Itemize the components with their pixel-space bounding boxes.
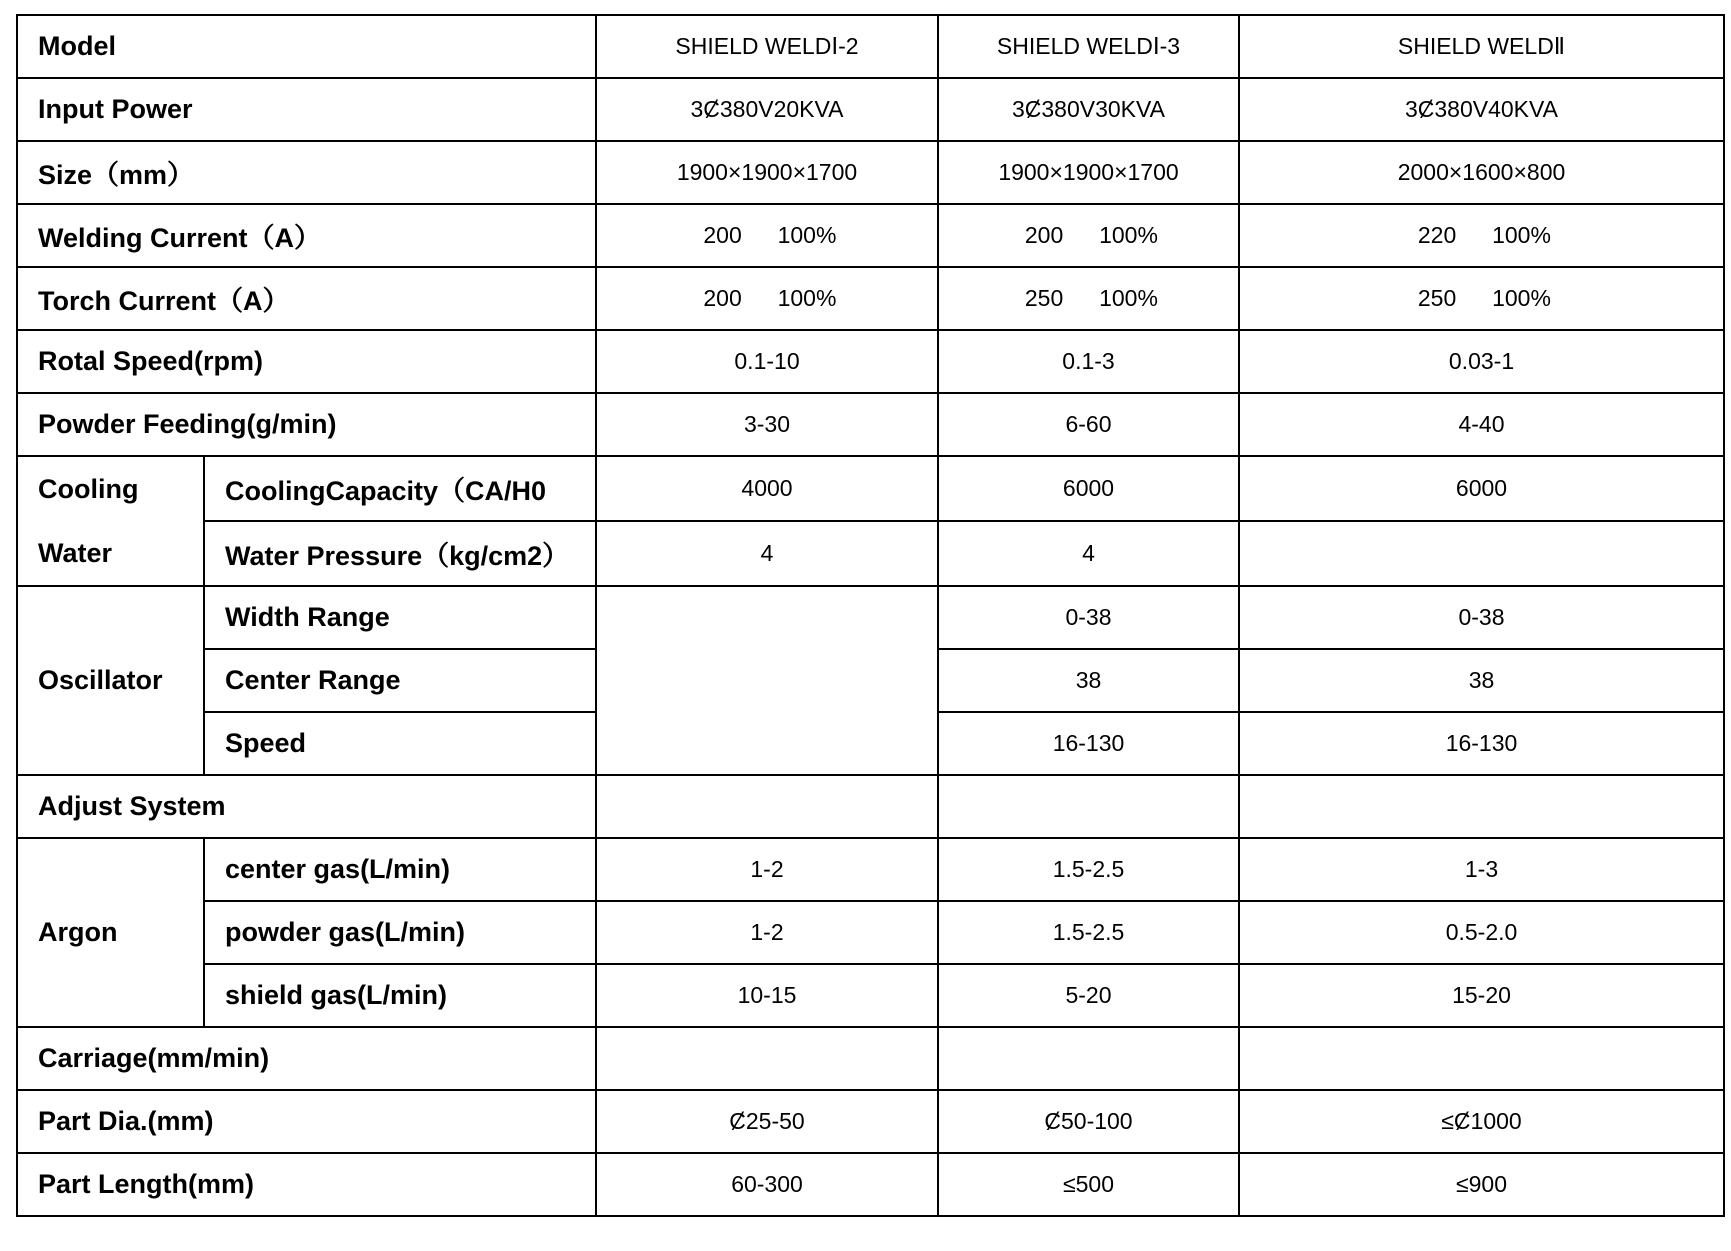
center-range-value-2: 38 <box>938 649 1239 712</box>
table-row-center-gas <box>17 838 1724 901</box>
water-pressure-value-1: 4 <box>596 521 938 586</box>
adjust-system-value-2 <box>938 775 1239 838</box>
oscillator-value-1 <box>596 586 938 775</box>
torch-current-amps-1: 200 <box>703 285 742 311</box>
row-label-center-range: Center Range <box>204 649 596 712</box>
table-row-powder-gas <box>17 901 1724 964</box>
size-value-2: 1900×1900×1700 <box>938 141 1239 204</box>
cooling-capacity-value-1: 4000 <box>596 456 938 521</box>
group-label-argon: Argon <box>17 838 204 1027</box>
model-name-3: SHIELD WELDⅡ <box>1239 15 1724 78</box>
welding-current-value-1 <box>596 204 938 267</box>
water-pressure-value-2: 4 <box>938 521 1239 586</box>
width-range-value-3: 0-38 <box>1239 586 1724 649</box>
center-range-value-3: 38 <box>1239 649 1724 712</box>
powder-feeding-value-3: 4-40 <box>1239 393 1724 456</box>
row-label-adjust-system: Adjust System <box>17 775 596 838</box>
water-pressure-value-3 <box>1239 521 1724 586</box>
row-label-water-pressure: Water Pressure（kg/cm2） <box>204 521 596 586</box>
rotal-speed-value-3: 0.03-1 <box>1239 330 1724 393</box>
row-label-torch-current: Torch Current（A） <box>17 267 596 330</box>
row-label-size: Size（mm） <box>17 141 596 204</box>
input-power-value-2: 3Ȼ380V30KVA <box>938 78 1239 141</box>
row-label-model: Model <box>17 15 596 78</box>
oscillator-speed-value-2: 16-130 <box>938 712 1239 775</box>
rotal-speed-value-2: 0.1-3 <box>938 330 1239 393</box>
table-row-shield-gas <box>17 964 1724 1027</box>
group-label-oscillator: Oscillator <box>17 586 204 775</box>
center-gas-value-2: 1.5-2.5 <box>938 838 1239 901</box>
part-dia-value-2: Ȼ50-100 <box>938 1090 1239 1153</box>
adjust-system-value-3 <box>1239 775 1724 838</box>
center-gas-value-1: 1-2 <box>596 838 938 901</box>
center-gas-value-3: 1-3 <box>1239 838 1724 901</box>
carriage-value-3 <box>1239 1027 1724 1090</box>
torch-current-duty-3: 100% <box>1492 285 1551 311</box>
welding-current-duty-2: 100% <box>1099 222 1158 248</box>
carriage-value-1 <box>596 1027 938 1090</box>
torch-current-duty-2: 100% <box>1099 285 1158 311</box>
table-row-carriage <box>17 1027 1724 1090</box>
table-row-part-dia <box>17 1090 1724 1153</box>
torch-current-duty-1: 100% <box>777 285 837 311</box>
table-row-rotal-speed <box>17 330 1724 393</box>
rotal-speed-value-1: 0.1-10 <box>596 330 938 393</box>
powder-gas-value-2: 1.5-2.5 <box>938 901 1239 964</box>
shield-gas-value-2: 5-20 <box>938 964 1239 1027</box>
table-row-part-length <box>17 1153 1724 1216</box>
group-label-cooling: Cooling <box>38 474 139 504</box>
table-row-size <box>17 141 1724 204</box>
welding-current-amps-2: 200 <box>1024 222 1064 248</box>
powder-feeding-value-1: 3-30 <box>596 393 938 456</box>
torch-current-value-1 <box>596 267 938 330</box>
table-row-width-range <box>17 586 1724 649</box>
torch-current-value-3 <box>1239 267 1724 330</box>
size-value-3: 2000×1600×800 <box>1239 141 1724 204</box>
model-name-2: SHIELD WELDⅠ-3 <box>938 15 1239 78</box>
torch-current-amps-2: 250 <box>1024 285 1064 311</box>
welding-current-amps-3: 220 <box>1417 222 1457 248</box>
torch-current-amps-3: 250 <box>1417 285 1457 311</box>
adjust-system-value-1 <box>596 775 938 838</box>
welding-current-duty-3: 100% <box>1492 222 1551 248</box>
part-length-value-2: ≤500 <box>938 1153 1239 1216</box>
table-row-powder-feeding <box>17 393 1724 456</box>
input-power-value-1: 3Ȼ380V20KVA <box>596 78 938 141</box>
input-power-value-3: 3Ȼ380V40KVA <box>1239 78 1724 141</box>
row-label-part-length: Part Length(mm) <box>17 1153 596 1216</box>
row-label-carriage: Carriage(mm/min) <box>17 1027 596 1090</box>
carriage-value-2 <box>938 1027 1239 1090</box>
shield-gas-value-3: 15-20 <box>1239 964 1724 1027</box>
table-row-welding-current <box>17 204 1724 267</box>
part-length-value-3: ≤900 <box>1239 1153 1724 1216</box>
row-label-part-dia: Part Dia.(mm) <box>17 1090 596 1153</box>
row-label-oscillator-speed: Speed <box>204 712 596 775</box>
row-label-width-range: Width Range <box>204 586 596 649</box>
table-row-input-power <box>17 78 1724 141</box>
welding-current-amps-1: 200 <box>703 222 742 248</box>
width-range-value-2: 0-38 <box>938 586 1239 649</box>
powder-gas-value-1: 1-2 <box>596 901 938 964</box>
table-row-model <box>17 15 1724 78</box>
group-label-cooling-water <box>17 456 204 586</box>
cooling-capacity-value-2: 6000 <box>938 456 1239 521</box>
part-length-value-1: 60-300 <box>596 1153 938 1216</box>
row-label-powder-feeding: Powder Feeding(g/min) <box>17 393 596 456</box>
group-label-water: Water <box>38 538 113 568</box>
row-label-input-power: Input Power <box>17 78 596 141</box>
shield-gas-value-1: 10-15 <box>596 964 938 1027</box>
row-label-shield-gas: shield gas(L/min) <box>204 964 596 1027</box>
torch-current-value-2 <box>938 267 1239 330</box>
oscillator-speed-value-3: 16-130 <box>1239 712 1724 775</box>
size-value-1: 1900×1900×1700 <box>596 141 938 204</box>
model-name-1: SHIELD WELDⅠ-2 <box>596 15 938 78</box>
table-row-water-pressure <box>17 521 1724 586</box>
row-label-welding-current: Welding Current（A） <box>17 204 596 267</box>
row-label-cooling-capacity: CoolingCapacity（CA/H0 <box>204 456 596 521</box>
table-row-adjust-system <box>17 775 1724 838</box>
powder-gas-value-3: 0.5-2.0 <box>1239 901 1724 964</box>
welding-current-value-3 <box>1239 204 1724 267</box>
welding-current-duty-1: 100% <box>777 222 837 248</box>
powder-feeding-value-2: 6-60 <box>938 393 1239 456</box>
table-row-torch-current <box>17 267 1724 330</box>
welding-current-value-2 <box>938 204 1239 267</box>
table-row-cooling-capacity <box>17 456 1724 521</box>
part-dia-value-3: ≤Ȼ1000 <box>1239 1090 1724 1153</box>
spec-table <box>16 14 1725 1217</box>
row-label-powder-gas: powder gas(L/min) <box>204 901 596 964</box>
cooling-capacity-value-3: 6000 <box>1239 456 1724 521</box>
part-dia-value-1: Ȼ25-50 <box>596 1090 938 1153</box>
row-label-center-gas: center gas(L/min) <box>204 838 596 901</box>
row-label-rotal-speed: Rotal Speed(rpm) <box>17 330 596 393</box>
